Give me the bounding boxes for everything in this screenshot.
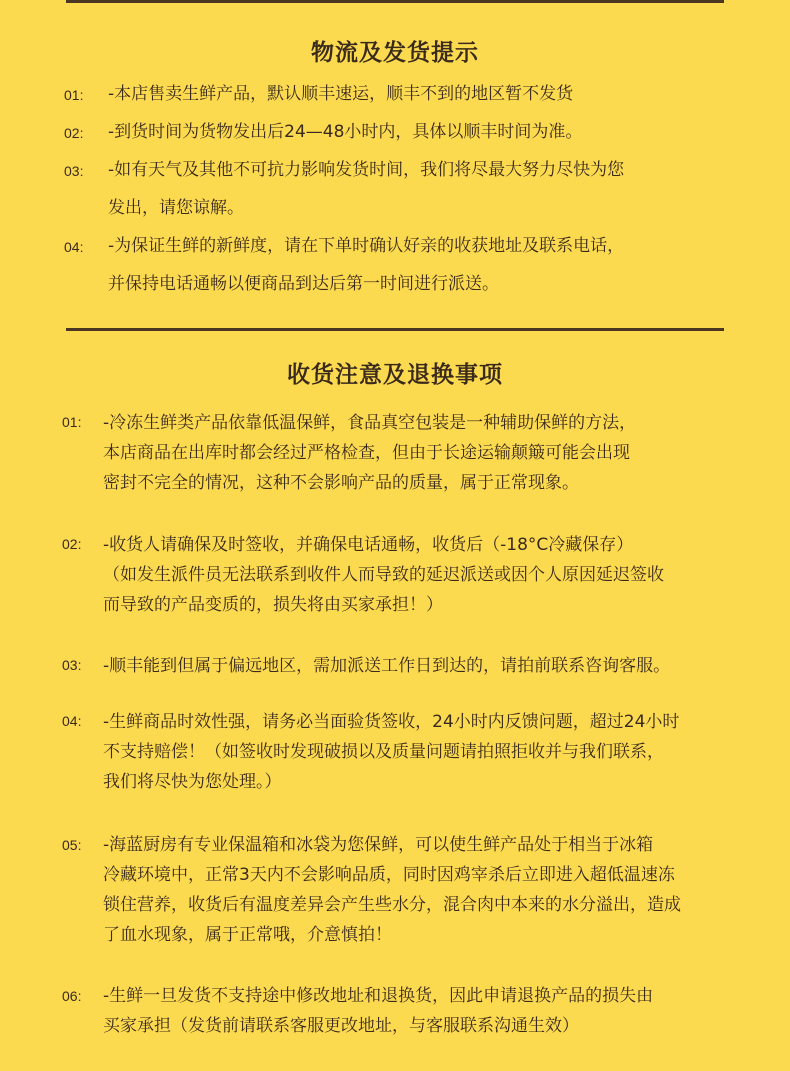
- shipping-item-4: [108, 227, 624, 303]
- item-line: 不支持赔偿！（如签收时发现破损以及质量问题请拍照拒收并与我们联系，: [103, 742, 664, 762]
- item-number: 02:: [62, 536, 82, 552]
- item-number: 06:: [62, 988, 82, 1004]
- item-line: -收货人请确保及时签收，并确保电话通畅，收货后（-18°C冷藏保存）: [103, 535, 634, 555]
- item-line: 而导致的产品变质的，损失将由买家承担！）: [103, 595, 443, 615]
- item-line: -顺丰能到但属于偏远地区，需加派送工作日到达的，请拍前联系咨询客服。: [103, 656, 671, 676]
- item-number: 03:: [64, 163, 84, 179]
- item-line: 并保持电话通畅以便商品到达后第一时间进行派送。: [108, 274, 499, 294]
- item-line: -为保证生鲜的新鲜度，请在下单时确认好亲的收获地址及联系电话，: [108, 236, 625, 256]
- item-line: -冷冻生鲜类产品依靠低温保鲜，食品真空包装是一种辅助保鲜的方法，: [103, 413, 637, 433]
- item-line: 买家承担（发货前请联系客服更改地址，与客服联系沟通生效）: [103, 1016, 579, 1036]
- receiving-item-1: [103, 408, 636, 498]
- item-number: 05:: [62, 837, 82, 853]
- item-line: 了血水现象，属于正常哦，介意慎拍！: [103, 925, 392, 945]
- item-line: -如有天气及其他不可抗力影响发货时间，我们将尽最大努力尽快为您: [108, 160, 625, 180]
- receiving-item-5: [103, 830, 681, 950]
- item-number: 01:: [62, 414, 82, 430]
- item-line: （如发生派件员无法联系到收件人而导致的延迟派送或因个人原因延迟签收: [103, 565, 664, 585]
- shipping-item-1: [108, 75, 573, 113]
- item-line: 本店商品在出库时都会经过严格检查，但由于长途运输颠簸可能会出现: [103, 443, 630, 463]
- item-number: 03:: [62, 657, 82, 673]
- item-number: 04:: [64, 239, 84, 255]
- item-line: 冷藏环境中，正常3天内不会影响品质，同时因鸡宰杀后立即进入超低温速冻: [103, 865, 675, 885]
- item-number: 02:: [64, 125, 84, 141]
- receiving-item-6: [103, 981, 653, 1041]
- item-number: 01:: [64, 87, 84, 103]
- section-title-receiving: 收货注意及退换事项: [287, 362, 503, 388]
- item-line: 锁住营养，收货后有温度差异会产生些水分，混合肉中本来的水分溢出，造成: [103, 895, 681, 915]
- item-line: 我们将尽快为您处理。）: [103, 772, 282, 792]
- item-line: 发出，请您谅解。: [108, 198, 244, 218]
- shipping-item-2: [108, 113, 582, 151]
- receiving-item-3: [103, 651, 670, 681]
- item-line: 密封不完全的情况，这种不会影响产品的质量，属于正常现象。: [103, 473, 579, 493]
- item-line: -生鲜商品时效性强，请务必当面验货签收，24小时内反馈问题，超过24小时: [103, 712, 680, 732]
- top-divider: [66, 0, 724, 3]
- item-line: -到货时间为货物发出后24—48小时内，具体以顺丰时间为准。: [108, 122, 583, 142]
- item-number: 04:: [62, 713, 82, 729]
- shipping-item-3: [108, 151, 624, 227]
- item-line: -海蓝厨房有专业保温箱和冰袋为您保鲜，可以使生鲜产品处于相当于冰箱: [103, 835, 654, 855]
- section-divider: [66, 328, 724, 331]
- item-line: -生鲜一旦发货不支持途中修改地址和退换货，因此申请退换产品的损失由: [103, 986, 654, 1006]
- receiving-item-4: [103, 707, 679, 797]
- receiving-item-2: [103, 530, 664, 620]
- section-title-shipping: 物流及发货提示: [311, 40, 479, 66]
- item-line: -本店售卖生鲜产品，默认顺丰速运，顺丰不到的地区暂不发货: [108, 84, 574, 104]
